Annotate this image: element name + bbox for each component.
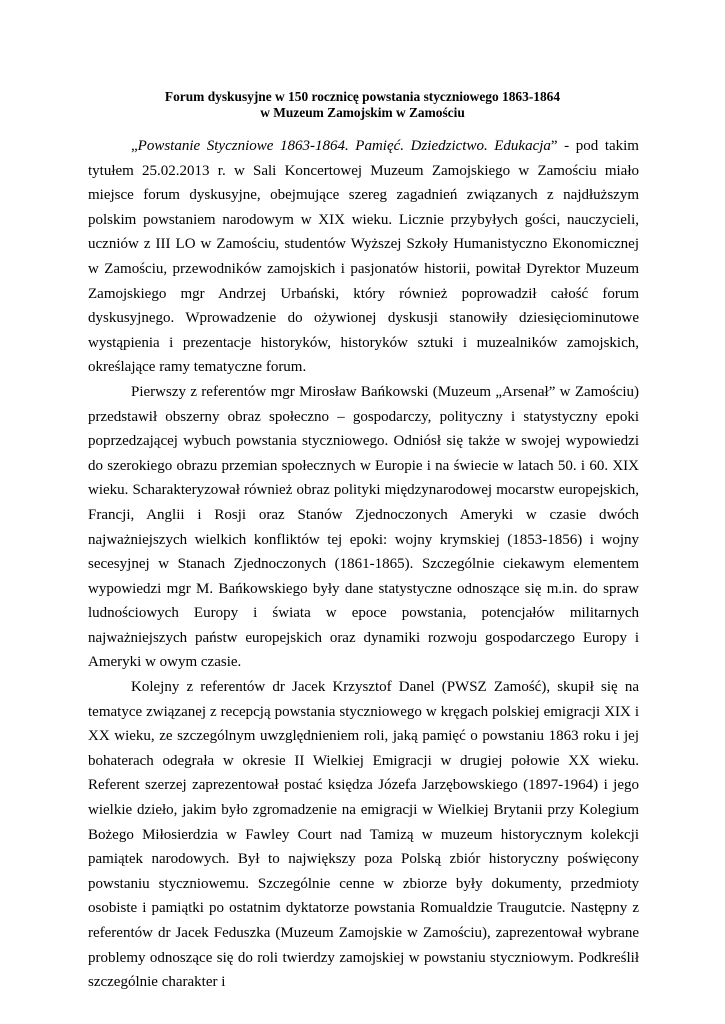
paragraph-3: Kolejny z referentów dr Jacek Krzysztof Danel (PWSZ Zamość), skupił się na tematyce związanej z recepcją powstania styczniowego w kręgach polskiej emigracji XIX i XX wieku, ze szczególnym uwzględnieniem roli, jaką pamięć o powstaniu 1863 roku i jej bohaterach odegrała w okresie II Wielkiej Emigracji w drugiej połowie XX wieku. Referent szerzej zaprezentował postać księdza Józefa Jarzębowskiego (1897-1964) i jego wielkie dzieło, jakim było zgromadzenie na emigracji w Wielkiej Brytanii przy Kolegium Bożego Miłosierdzia w Fawley Court nad Tamizą w muzeum historycznym kolekcji pamiątek narodowych. Był to największy poza Polską zbiór historyczny poświęcony powstaniu styczniowemu. Szczególnie cenne w zbiorze były dokumenty, przedmioty osobiste i pamiątki po ostatnim dyktatorze powstania Romualdzie Traugutcie. Następny z referentów dr Jacek Feduszka (Muzeum Zamojskie w Zamościu), zaprezentował wybrane problemy odnoszące się do roli twierdzy zamojskiej w powstaniu styczniowym. Podkreślił szczególnie charakter i	[88, 679, 639, 991]
title-line-1: Forum dyskusyjne w 150 rocznicę powstania styczniowego 1863-1864	[164, 89, 561, 104]
paragraph-1-text: ” - pod takim tytułem 25.02.2013 r. w Sali Koncertowej Muzeum Zamojskiego w Zamościu miało miejsce forum dyskusyjne, obejmujące szereg zagadnień związanych z najdłuższym polskim powstaniem narodowym w XIX wieku. Licznie przybyłych gości, nauczycieli, uczniów z III LO w Zamościu, studentów Wyższej Szkoły Humanistyczno Ekonomicznej w Zamościu, przewodników zamojskich i pasjonatów historii, powitał Dyrektor Muzeum Zamojskiego mgr Andrzej Urbański, który również poprowadził całość forum dyskusyjnego. Wprowadzenie do ożywionej dyskusji stanowiły dziesięciominutowe wystąpienia i prezentacje historyków, historyków sztuki i muzealników zamojskich, określające ramy tematyczne forum.	[88, 138, 639, 376]
quote-open: „	[131, 138, 138, 154]
document-title	[88, 89, 637, 121]
title-line-2: w Muzeum Zamojskim w Zamościu	[260, 105, 465, 120]
document-body	[88, 134, 639, 995]
forum-title-quote: Powstanie Styczniowe 1863-1864. Pamięć. Dziedzictwo. Edukacja	[137, 138, 551, 154]
paragraph-2: Pierwszy z referentów mgr Mirosław Bańkowski (Muzeum „Arsenał” w Zamościu) przedstawił obszerny obraz społeczno – gospodarczy, polityczny i statystyczny epoki poprzedzającej wybuch powstania styczniowego. Odniósł się także w swojej wypowiedzi do szerokiego obrazu przemian społecznych w Europie i na świecie w latach 50. i 60. XIX wieku. Scharakteryzował również obraz polityki międzynarodowej mocarstw europejskich, Francji, Anglii i Rosji oraz Stanów Zjednoczonych Ameryki w czasie dwóch najważniejszych wielkich konfliktów tej epoki: wojny krymskiej (1853-1856) i wojny secesyjnej w Stanach Zjednoczonych (1861-1865). Szczególnie ciekawym elementem wypowiedzi mgr M. Bańkowskiego były dane statystyczne odnoszące się m.in. do spraw ludnościowych Europy i świata w epoce powstania, potencjałów militarnych najważniejszych państw europejskich oraz dynamiki rozwoju gospodarczego Europy i Ameryki w owym czasie.	[88, 383, 639, 671]
paragraph-1	[88, 134, 639, 380]
